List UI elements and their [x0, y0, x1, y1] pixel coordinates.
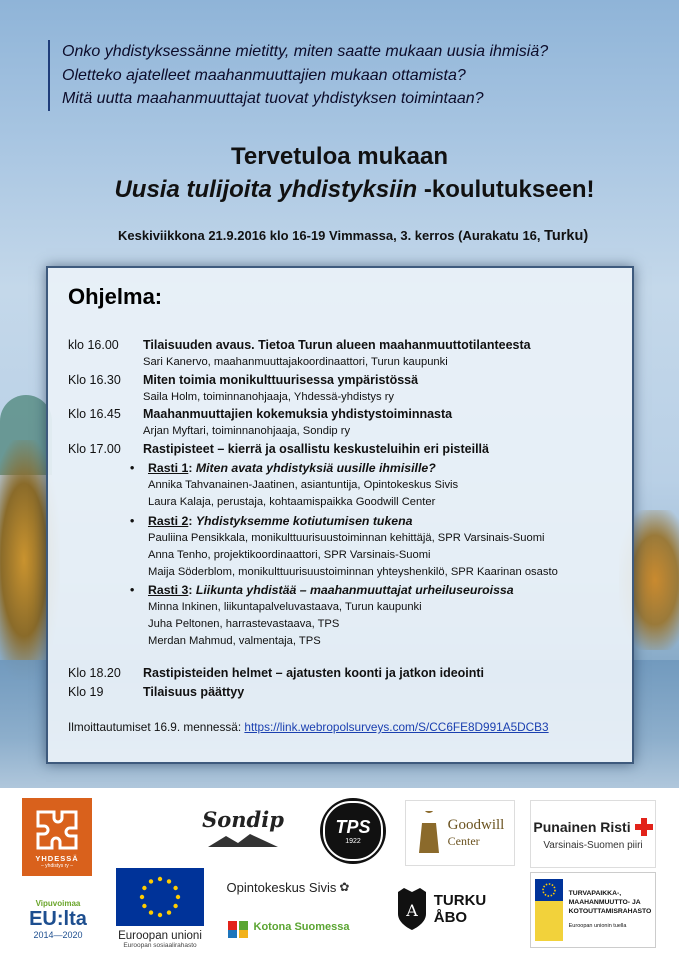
abo-text: ÅBO: [433, 909, 468, 926]
rasti-person: Anna Tenho, projektikoordinaattori, SPR Varsinais-Suomi: [148, 549, 431, 561]
puzzle-icon: [32, 806, 82, 854]
turku-crest-icon: [396, 886, 428, 932]
eu-leader-years: 2014—2020: [33, 929, 83, 940]
amif-yellow-bar: [535, 901, 563, 941]
rasti-person: Juha Peltonen, harrastevastaava, TPS: [148, 618, 340, 630]
eu-leader-logo: [14, 890, 102, 948]
bullet-icon: •: [130, 514, 135, 528]
flower-icon: ✿: [339, 880, 350, 894]
eu-flag: [116, 868, 204, 926]
program-item: [68, 666, 484, 680]
rasti-title: Liikunta yhdistää – maahanmuuttajat urheiluseuroissa: [195, 583, 514, 597]
program-title: Miten toimia monikulttuurisessa ympäristössä: [143, 373, 419, 387]
bullet-icon: •: [130, 583, 135, 597]
program-time: Klo 19: [68, 685, 104, 699]
goodwill-logo: [405, 800, 515, 866]
eu-leader-top: Vipuvoimaa: [35, 898, 81, 908]
rasti-3: • Rasti 3: Liikunta yhdistää – maahanmuuttajat urheiluseuroissa: [130, 583, 514, 597]
red-cross-icon: [635, 818, 653, 836]
bullet-icon: •: [130, 461, 135, 475]
welcome-line2: [30, 172, 679, 208]
yhdessa-sub: – yhdistys ry –: [41, 862, 73, 869]
yhdessa-text: YHDESSÄ: [35, 853, 79, 863]
eu-union-logo: [114, 862, 206, 954]
registration-link[interactable]: https://link.webropolsurveys.com/S/CC6FE8D991A5DCB3: [244, 720, 549, 734]
program-time: Klo 17.00: [68, 442, 121, 456]
intro-line: Onko yhdistyksessänne mietitty, miten saatte mukaan uusia ihmisiä?: [62, 43, 549, 60]
tps-year: 1922: [345, 838, 361, 845]
eu-stars-icon: [138, 875, 182, 919]
amif-eu-flag: [535, 879, 563, 901]
welcome-line1: Tervetuloa mukaan: [231, 143, 448, 170]
rasti-title: Miten avata yhdistyksiä uusille ihmisille?: [195, 461, 436, 475]
program-heading: Ohjelma:: [68, 284, 163, 309]
amif-line2: MAAHANMUUTTO- JA: [568, 899, 641, 906]
program-title: Tilaisuuden avaus. Tietoa Turun alueen maahanmuuttotilanteesta: [143, 338, 531, 352]
intro-line: Oletteko ajatelleet maahanmuuttajien mukaan ottamista?: [62, 66, 466, 84]
program-item: [68, 373, 418, 387]
program-panel: [46, 266, 634, 764]
program-speaker: Sari Kanervo, maahanmuuttajakoordinaattori, Turun kaupunki: [143, 356, 448, 368]
turku-text: TURKU: [433, 892, 487, 909]
amif-sub: Euroopan unionin tuella: [568, 923, 627, 929]
rasti-person: Annika Tahvanainen-Jaatinen, asiantuntija, Opintokeskus Sivis: [148, 479, 459, 491]
course-name: Uusia tulijoita yhdistyksiin: [114, 176, 418, 203]
spr-sub: Varsinais-Suomen piiri: [543, 839, 643, 851]
rasti-person: Merdan Mahmud, valmentaja, TPS: [148, 635, 321, 647]
rasti-title: Yhdistyksemme kotiutumisen tukena: [195, 514, 413, 528]
program-time: Klo 16.30: [68, 373, 121, 387]
program-speaker: Saila Holm, toiminnanohjaaja, Yhdessä-yhdistys ry: [143, 391, 395, 403]
rasti-person: Laura Kalaja, perustaja, kohtaamispaikka Goodwill Center: [148, 496, 436, 508]
mountain-icon: [206, 832, 280, 848]
goodwill-figure-icon: [416, 811, 442, 855]
program-time: klo 16.00: [68, 338, 119, 352]
tps-logo: [320, 798, 386, 864]
welcome-heading: [0, 142, 679, 208]
kotona-house-icon: [227, 915, 249, 939]
rasti-person: Minna Inkinen, liikuntapalveluvastaava, Turun kaupunki: [148, 601, 422, 613]
sivis-logo: [218, 872, 358, 902]
registration-text: Ilmoittautumiset 16.9. mennessä:: [68, 720, 245, 734]
goodwill-center: Center: [447, 834, 480, 848]
kotona-logo: [218, 910, 358, 944]
program-title: Tilaisuus päättyy: [143, 685, 245, 699]
intro-questions: [48, 40, 548, 111]
program-speaker: Arjan Myftari, toiminnanohjaaja, Sondip ry: [143, 425, 351, 437]
event-city: Turku): [544, 228, 589, 244]
sondip-logo: [202, 798, 284, 856]
eu-union-text: Euroopan unioni: [118, 929, 202, 942]
amif-line1: TURVAPAIKKA-,: [568, 890, 622, 897]
event-date-location: [118, 228, 588, 244]
program-item: [68, 442, 489, 456]
program-title: Maahanmuuttajien kokemuksia yhdistystoiminnasta: [143, 407, 453, 421]
amif-line3: KOTOUTTAMISRAHASTO: [568, 908, 652, 915]
eu-union-sub: Euroopan sosiaalirahasto: [123, 941, 197, 949]
rasti-person: Pauliina Pensikkala, monikulttuurisuustoiminnan kehittäjä, SPR Varsinais-Suomi: [148, 532, 545, 544]
registration: [68, 720, 549, 734]
program-item: [68, 407, 452, 421]
spr-text: Punainen Risti: [533, 818, 631, 835]
program-title: Rastipisteiden helmet – ajatusten koonti ja jatkon ideointi: [143, 666, 485, 680]
intro-line: Mitä uutta maahanmuuttajat tuovat yhdistyksen toimintaan?: [62, 90, 484, 107]
rasti-1: • Rasti 1: Miten avata yhdistyksiä uusille ihmisille?: [130, 461, 436, 475]
spr-logo: [530, 800, 656, 868]
program-time: Klo 18.20: [68, 666, 121, 680]
eu-leader-text: EU:lta: [29, 907, 87, 930]
program-title: Rastipisteet – kierrä ja osallistu keskusteluihin eri pisteillä: [143, 442, 489, 456]
event-when: Keskiviikkona 21.9.2016 klo 16-19 Vimmassa, 3. kerros (Aurakatu 16,: [118, 228, 545, 243]
sondip-text: Sondip: [202, 806, 284, 832]
kotona-text: Kotona Suomessa: [253, 921, 350, 933]
program-item: [68, 338, 531, 352]
svg-text:A: A: [405, 901, 418, 920]
amif-stars-icon: [541, 882, 557, 898]
rasti-label: Rasti 2: [148, 514, 189, 528]
rasti-label: Rasti 1: [148, 461, 189, 475]
rasti-person: Maija Söderblom, monikulttuurisuustoiminnan yhteyshenkilö, SPR Kaarinan osasto: [148, 566, 558, 578]
rasti-2: • Rasti 2: Yhdistyksemme kotiutumisen tukena: [130, 514, 413, 528]
course-suffix: -koulutukseen!: [417, 176, 595, 203]
goodwill-text: Goodwill: [447, 817, 505, 833]
tps-text: TPS: [335, 817, 371, 837]
amif-logo: [530, 872, 656, 948]
turku-logo: [386, 880, 496, 938]
yhdessa-logo: [22, 798, 92, 876]
rasti-label: Rasti 3: [148, 583, 189, 597]
sivis-text: Opintokeskus Sivis: [226, 879, 337, 895]
program-item: [68, 685, 244, 699]
program-time: Klo 16.45: [68, 407, 121, 421]
